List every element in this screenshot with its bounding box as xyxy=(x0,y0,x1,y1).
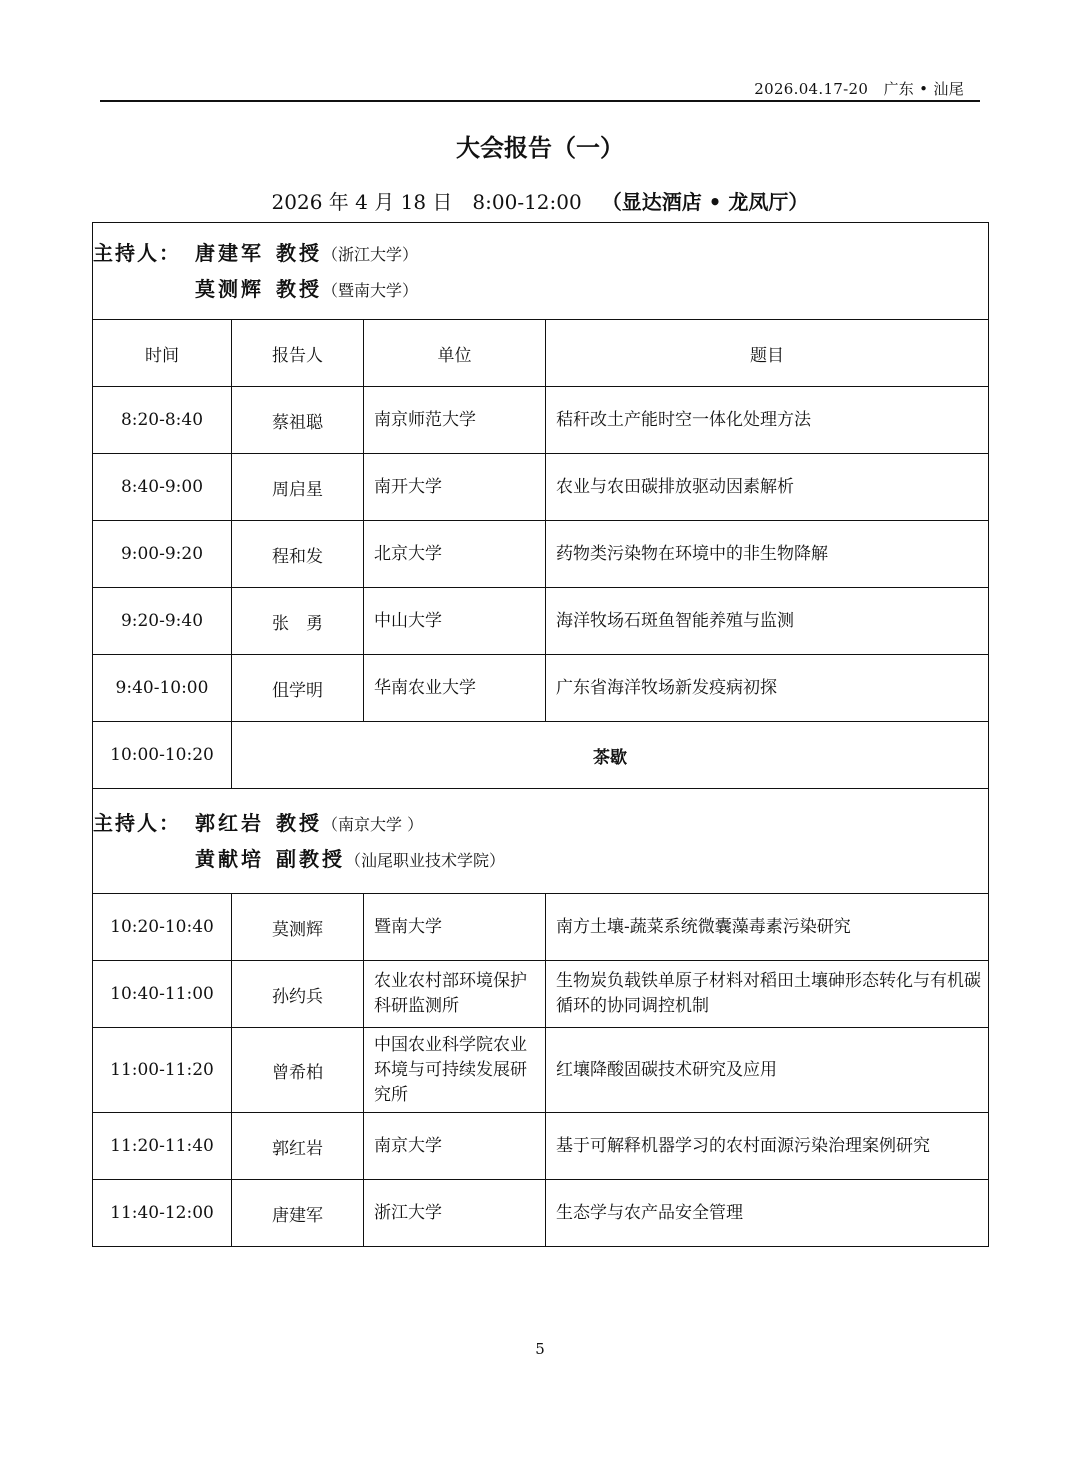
host-line xyxy=(93,841,988,877)
host-title: 副教授 xyxy=(276,847,345,871)
host-row xyxy=(93,223,989,320)
table-header-row xyxy=(93,320,989,387)
cell-speaker: 孙约兵 xyxy=(232,961,364,1028)
host-label: 主持人： xyxy=(93,811,181,835)
cell-speaker: 莫测辉 xyxy=(232,894,364,961)
table-row xyxy=(93,588,989,655)
cell-unit: 北京大学 xyxy=(364,521,546,588)
cell-time: 9:20-9:40 xyxy=(93,588,232,655)
cell-speaker: 唐建军 xyxy=(232,1180,364,1247)
host-name: 莫测辉 xyxy=(195,277,264,301)
table-row xyxy=(93,1028,989,1113)
session-venue: （显达酒店 • 龙凤厅） xyxy=(601,190,809,214)
table-row xyxy=(93,1180,989,1247)
host-line xyxy=(93,271,988,307)
cell-time: 11:00-11:20 xyxy=(93,1028,232,1113)
table-row xyxy=(93,894,989,961)
schedule-table xyxy=(92,222,989,1247)
cell-time: 8:20-8:40 xyxy=(93,387,232,454)
cell-unit: 南开大学 xyxy=(364,454,546,521)
cell-topic: 海洋牧场石斑鱼智能养殖与监测 xyxy=(546,588,989,655)
session-date: 2026 年 4 月 18 日 xyxy=(271,190,453,214)
page-number: 5 xyxy=(535,1340,545,1358)
cell-unit: 中国农业科学院农业环境与可持续发展研究所 xyxy=(364,1028,546,1113)
cell-topic: 农业与农田碳排放驱动因素解析 xyxy=(546,454,989,521)
host-line xyxy=(93,235,988,271)
cell-unit: 华南农业大学 xyxy=(364,655,546,722)
cell-time: 11:40-12:00 xyxy=(93,1180,232,1247)
cell-topic: 南方土壤-蔬菜系统微囊藻毒素污染研究 xyxy=(546,894,989,961)
session-subtitle xyxy=(0,186,1080,215)
cell-topic: 生物炭负载铁单原子材料对稻田土壤砷形态转化与有机碳循环的协同调控机制 xyxy=(546,961,989,1028)
table-row xyxy=(93,655,989,722)
host-title: 教授 xyxy=(276,277,322,301)
cell-unit: 中山大学 xyxy=(364,588,546,655)
table-row xyxy=(93,521,989,588)
break-label: 茶歇 xyxy=(232,722,989,789)
cell-topic: 基于可解释机器学习的农村面源污染治理案例研究 xyxy=(546,1113,989,1180)
cell-speaker: 曾希柏 xyxy=(232,1028,364,1113)
host-name: 唐建军 xyxy=(195,241,264,265)
cell-topic: 红壤降酸固碳技术研究及应用 xyxy=(546,1028,989,1113)
table-row xyxy=(93,961,989,1028)
cell-unit: 农业农村部环境保护科研监测所 xyxy=(364,961,546,1028)
cell-unit: 南京师范大学 xyxy=(364,387,546,454)
cell-speaker: 郭红岩 xyxy=(232,1113,364,1180)
host-affiliation: （南京大学 ） xyxy=(322,815,424,834)
cell-speaker: 周启星 xyxy=(232,454,364,521)
cell-time: 9:00-9:20 xyxy=(93,521,232,588)
page-header xyxy=(100,76,980,102)
session-time: 8:00-12:00 xyxy=(472,190,582,214)
host-affiliation: （浙江大学） xyxy=(322,245,419,264)
cell-speaker: 蔡祖聪 xyxy=(232,387,364,454)
cell-topic: 广东省海洋牧场新发疫病初探 xyxy=(546,655,989,722)
page-title: 大会报告（一） xyxy=(456,134,624,162)
column-header-time: 时间 xyxy=(93,320,232,387)
cell-time: 11:20-11:40 xyxy=(93,1113,232,1180)
cell-topic: 生态学与农产品安全管理 xyxy=(546,1180,989,1247)
host-affiliation: （暨南大学） xyxy=(322,281,419,300)
table-row xyxy=(93,387,989,454)
host-cell xyxy=(93,789,989,894)
column-header-topic: 题目 xyxy=(546,320,989,387)
break-time: 10:00-10:20 xyxy=(93,722,232,789)
host-affiliation: （汕尾职业技术学院） xyxy=(345,851,506,870)
cell-time: 9:40-10:00 xyxy=(93,655,232,722)
cell-topic: 秸秆改土产能时空一体化处理方法 xyxy=(546,387,989,454)
host-title: 教授 xyxy=(276,811,322,835)
cell-unit: 南京大学 xyxy=(364,1113,546,1180)
host-row xyxy=(93,789,989,894)
break-row xyxy=(93,722,989,789)
column-header-speaker: 报告人 xyxy=(232,320,364,387)
host-title: 教授 xyxy=(276,241,322,265)
column-header-unit: 单位 xyxy=(364,320,546,387)
header-date-location: 2026.04.17-20 广东 • 汕尾 xyxy=(754,80,964,98)
cell-speaker: 程和发 xyxy=(232,521,364,588)
cell-topic: 药物类污染物在环境中的非生物降解 xyxy=(546,521,989,588)
host-name: 黄献培 xyxy=(195,847,264,871)
cell-time: 10:40-11:00 xyxy=(93,961,232,1028)
cell-unit: 浙江大学 xyxy=(364,1180,546,1247)
table-row xyxy=(93,1113,989,1180)
cell-speaker: 张 勇 xyxy=(232,588,364,655)
cell-speaker: 伹学明 xyxy=(232,655,364,722)
table-row xyxy=(93,454,989,521)
host-cell xyxy=(93,223,989,320)
cell-time: 10:20-10:40 xyxy=(93,894,232,961)
cell-unit: 暨南大学 xyxy=(364,894,546,961)
host-name: 郭红岩 xyxy=(195,811,264,835)
cell-time: 8:40-9:00 xyxy=(93,454,232,521)
host-label: 主持人： xyxy=(93,241,181,265)
host-line xyxy=(93,805,988,841)
